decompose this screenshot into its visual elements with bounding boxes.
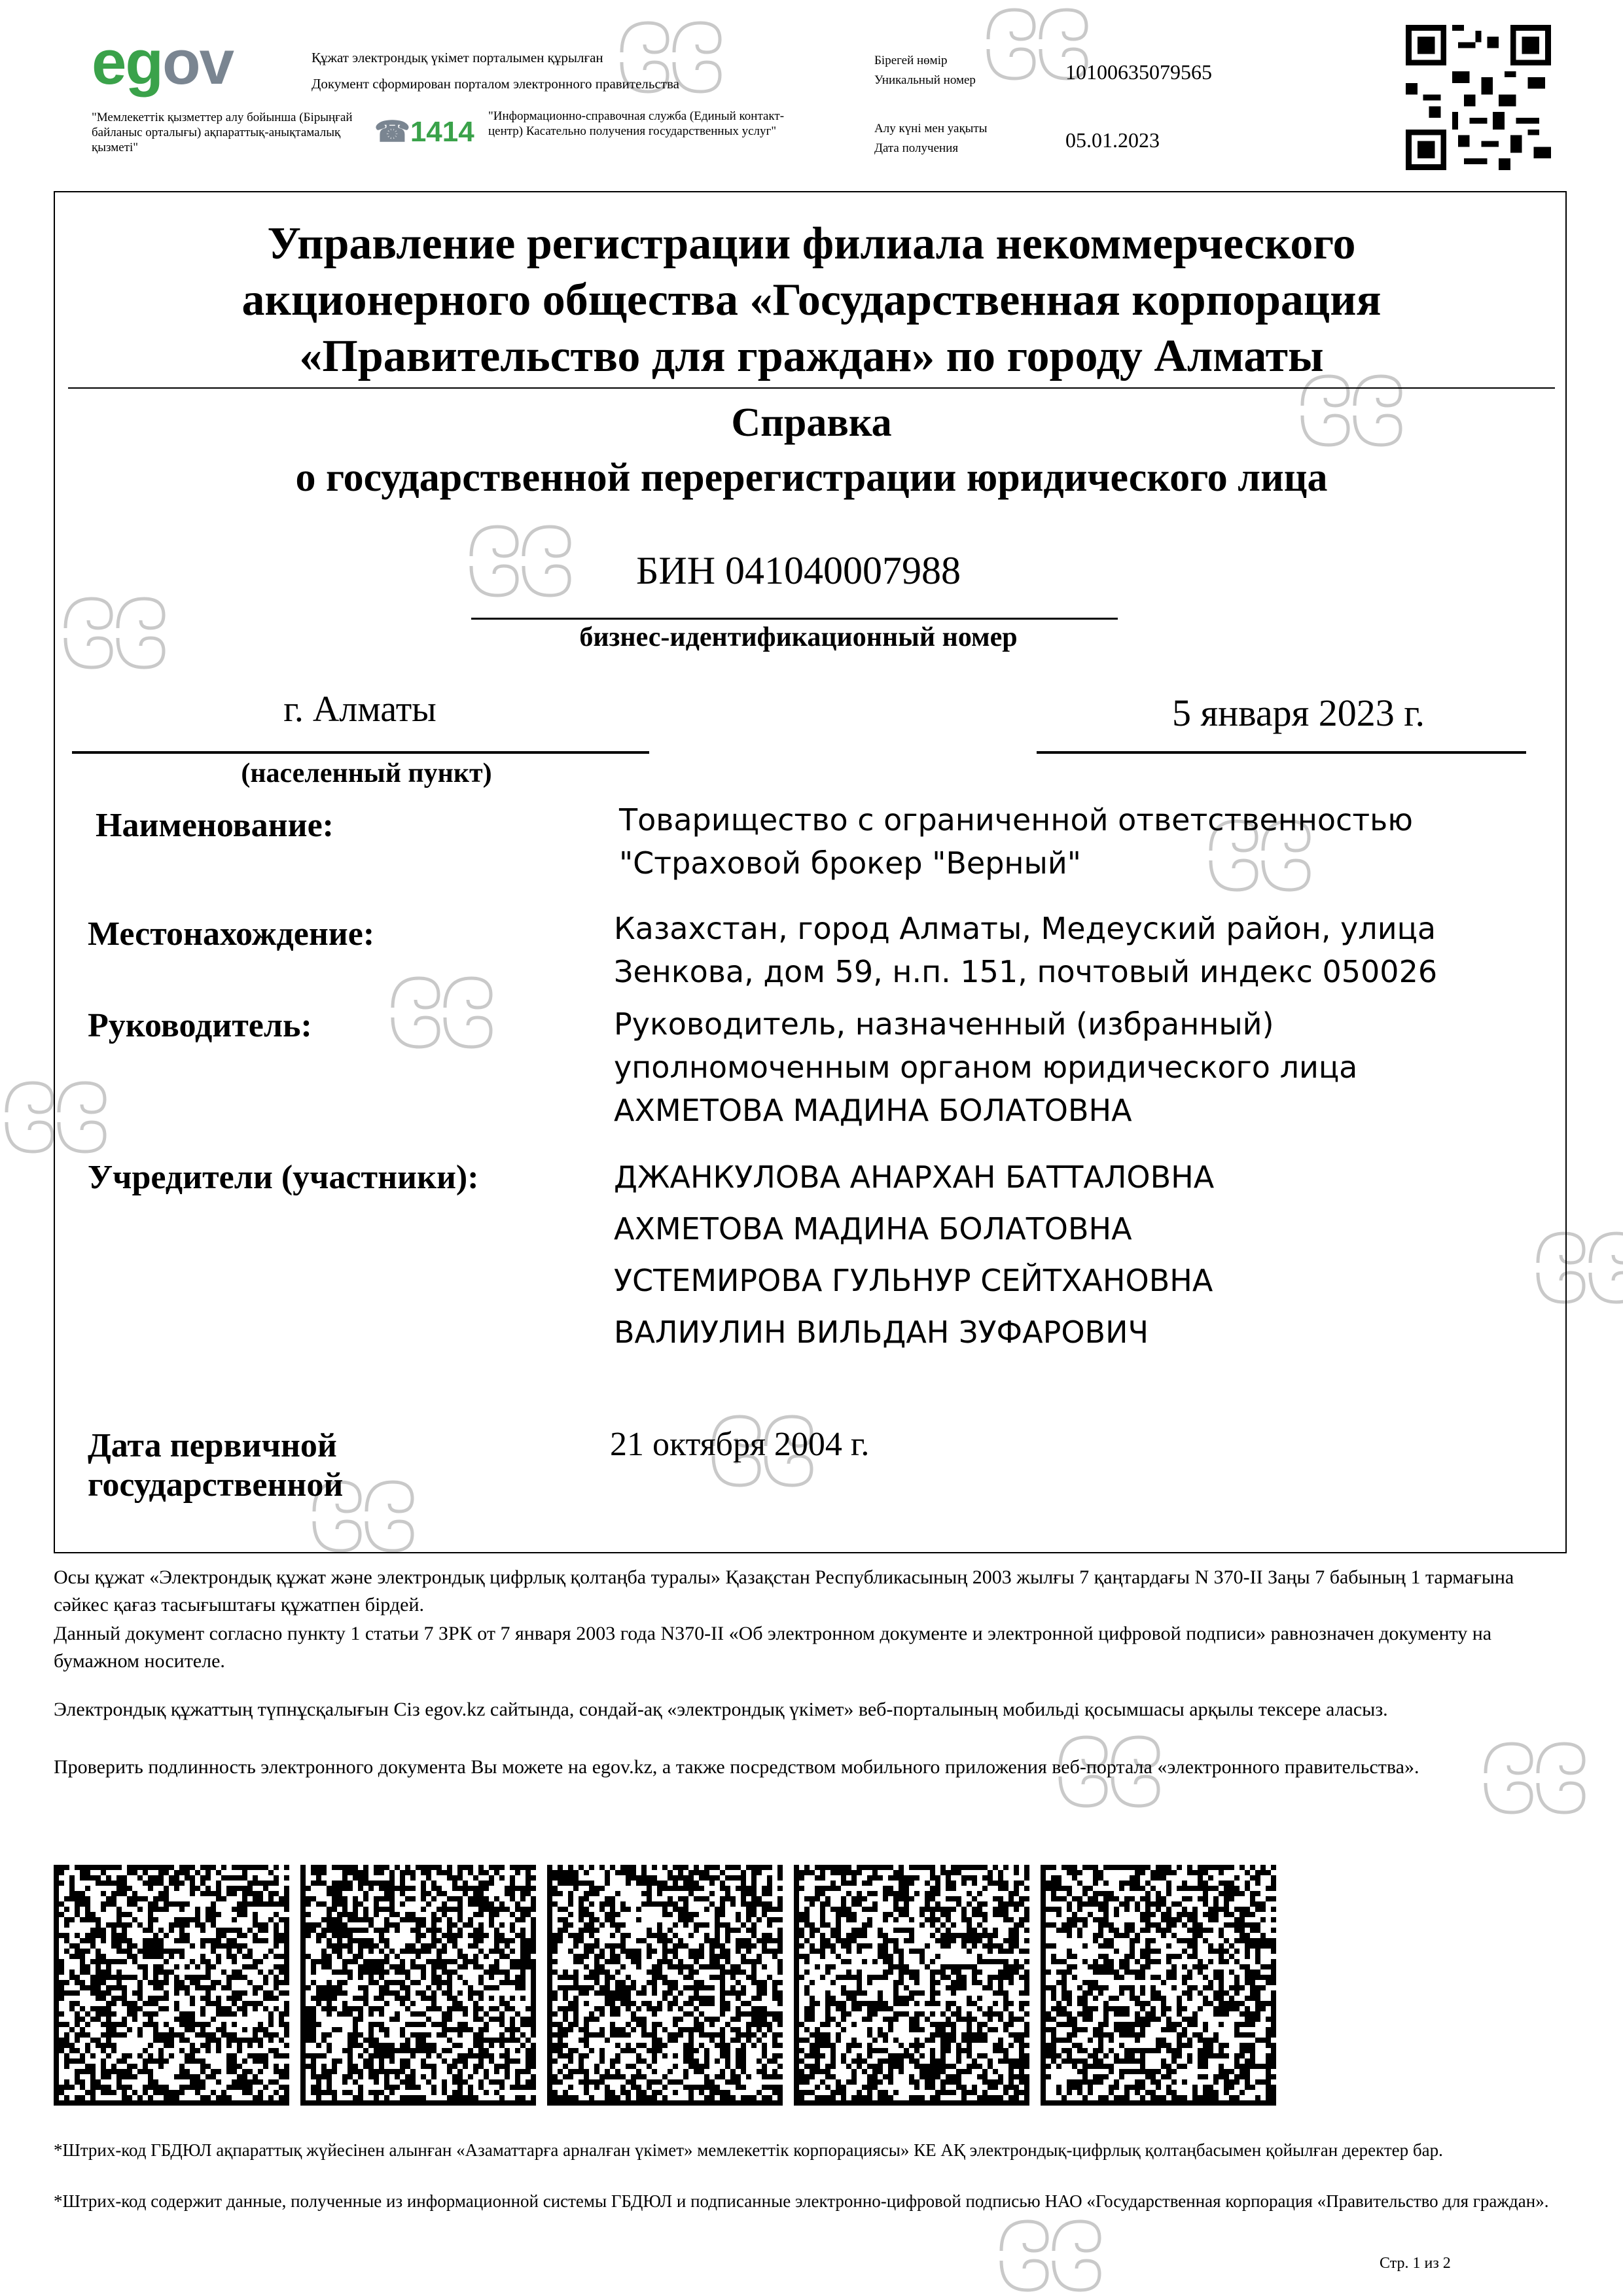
- founder-item: УСТЕМИРОВА ГУЛЬНУР СЕЙТХАНОВНА: [614, 1263, 1213, 1298]
- verify-note-ru: Проверить подлинность электронного документа Вы можете на egov.kz, а также посредством мобильного приложения веб-портала «электронного правительства».: [54, 1756, 1419, 1778]
- issuer-line: Управление регистрации филиала некоммерческого: [267, 219, 1356, 269]
- unique-number-label-ru: Уникальный номер: [874, 73, 976, 87]
- unique-number: 10100635079565: [1065, 60, 1212, 84]
- divider: [1037, 751, 1526, 754]
- value-line: Казахстан, город Алматы, Медеуский район, улица: [614, 911, 1436, 946]
- barcode-block: [54, 1865, 289, 2106]
- barcode-block: [547, 1865, 783, 2106]
- issuer-line: акционерного общества «Государственная корпорация: [241, 275, 1382, 325]
- issue-date: 5 января 2023 г.: [1171, 692, 1425, 734]
- service-center-ru: "Информационно-справочная служба (Единый контакт-центр) Касательно получения государственных услуг": [488, 109, 785, 138]
- legal-note-ru: Данный документ согласно пункту 1 статьи 7 ЗРК от 7 января 2003 года N370-II «Об электронном документе и электронной цифровой подписи» равнозначен документу на бумажном носителе.: [54, 1623, 1492, 1672]
- receipt-date-label-ru: Дата получения: [874, 141, 959, 155]
- place-value: г. Алматы: [283, 689, 437, 730]
- value-line: "Страховой брокер "Верный": [619, 845, 1081, 881]
- contact-phone: ☎1414: [374, 116, 474, 148]
- first-registration-date: 21 октября 2004 г.: [610, 1426, 870, 1463]
- location-value: [614, 907, 1556, 993]
- phone-icon: ☎: [374, 116, 410, 148]
- value-line: Зенкова, дом 59, н.п. 151, почтовый индекс 050026: [614, 954, 1438, 989]
- divider: [68, 387, 1555, 389]
- issuer-title: [59, 216, 1564, 385]
- label-line: государственной: [88, 1466, 344, 1504]
- founder-item: ВАЛИУЛИН ВИЛЬДАН ЗУФАРОВИЧ: [614, 1315, 1149, 1350]
- barcode-note-ru: *Штрих-код содержит данные, полученные из информационной системы ГБДЮЛ и подписанные электронно-цифровой подписью НАО «Государственная корпорация «Правительство для граждан».: [54, 2191, 1549, 2211]
- location-label: Местонахождение:: [88, 915, 375, 953]
- head-value: [614, 1002, 1556, 1132]
- barcode-block: [1041, 1865, 1276, 2106]
- value-line: АХМЕТОВА МАДИНА БОЛАТОВНА: [614, 1093, 1132, 1128]
- label-line: Дата первичной: [88, 1427, 337, 1464]
- value-line: уполномоченным органом юридического лица: [614, 1050, 1358, 1085]
- service-center-kk: "Мемлекеттік қызметтер алу бойынша (Бірыңғай байланыс орталығы) ақпараттық-анықтамалық қызметі": [92, 111, 353, 154]
- place-caption: (населенный пункт): [241, 758, 492, 788]
- page-number: Стр. 1 из 2: [1380, 2255, 1451, 2272]
- name-value: [619, 798, 1548, 885]
- portal-note: [312, 44, 835, 97]
- portal-note-ru: Документ сформирован порталом электронного правительства: [312, 76, 679, 92]
- document-title-line: о государственной перерегистрации юридического лица: [295, 455, 1328, 500]
- first-registration-label: [88, 1426, 343, 1505]
- founder-item: АХМЕТОВА МАДИНА БОЛАТОВНА: [614, 1211, 1132, 1246]
- receipt-date: 05.01.2023: [1065, 128, 1160, 152]
- value-line: Руководитель, назначенный (избранный): [614, 1006, 1274, 1042]
- value-line: Товарищество с ограниченной ответственностью: [619, 802, 1413, 838]
- portal-note-kk: Құжат электрондық үкімет порталымен құрылған: [312, 50, 603, 65]
- receipt-date-label: [874, 119, 1058, 158]
- divider: [72, 751, 649, 754]
- qr-code: [1406, 25, 1551, 170]
- founders-label: Учредители (участники):: [88, 1159, 479, 1196]
- barcode-blocks: [54, 1865, 1276, 2107]
- barcode-note-kk: *Штрих-код ГБДЮЛ ақпараттық жүйесінен алынған «Азаматтарға арналған үкімет» мемлекеттік корпорациясы» КЕ АҚ электрондық-цифрлық қолтаңбасымен қойылған деректер бар.: [54, 2140, 1443, 2160]
- divider: [471, 618, 1118, 620]
- bin-caption: бизнес-идентификационный номер: [579, 622, 1018, 652]
- receipt-date-label-kk: Алу күні мен уақыты: [874, 122, 988, 135]
- legal-note-kk: Осы құжат «Электрондық құжат және электрондық цифрлық қолтаңба туралы» Қазақстан Республикасының 2003 жылғы 7 қаңтардағы N 370-II Заңы 7 бабының 1 тармағына сәйкес қағаз тасығыштағы құжатпен бірдей.: [54, 1566, 1514, 1616]
- name-label: Наименование:: [96, 807, 334, 844]
- barcode-strip: [54, 1865, 1276, 2107]
- verify-note-kk: Электрондық құжаттың түпнұсқалығын Сіз egov.kz сайтында, сондай-ақ «электрондық үкімет» веб-порталының мобильді қосымшасы арқылы тексере аласыз.: [54, 1699, 1388, 1720]
- founder-item: ДЖАНКУЛОВА АНАРХАН БАТТАЛОВНА: [614, 1159, 1215, 1195]
- barcode-block: [300, 1865, 536, 2106]
- founders-list: [614, 1152, 1556, 1358]
- egov-logo: egov: [92, 27, 234, 97]
- barcode-block: [794, 1865, 1029, 2106]
- document-title: [59, 395, 1564, 505]
- unique-number-label: [874, 51, 1058, 90]
- unique-number-label-kk: Бірегей нөмір: [874, 54, 948, 67]
- head-label: Руководитель:: [88, 1007, 312, 1044]
- issuer-line: «Правительство для граждан» по городу Алматы: [299, 331, 1324, 381]
- watermark-ornament: [1001, 2221, 1099, 2290]
- document-title-line: Справка: [731, 400, 892, 445]
- bin-number: БИН 041040007988: [635, 549, 961, 592]
